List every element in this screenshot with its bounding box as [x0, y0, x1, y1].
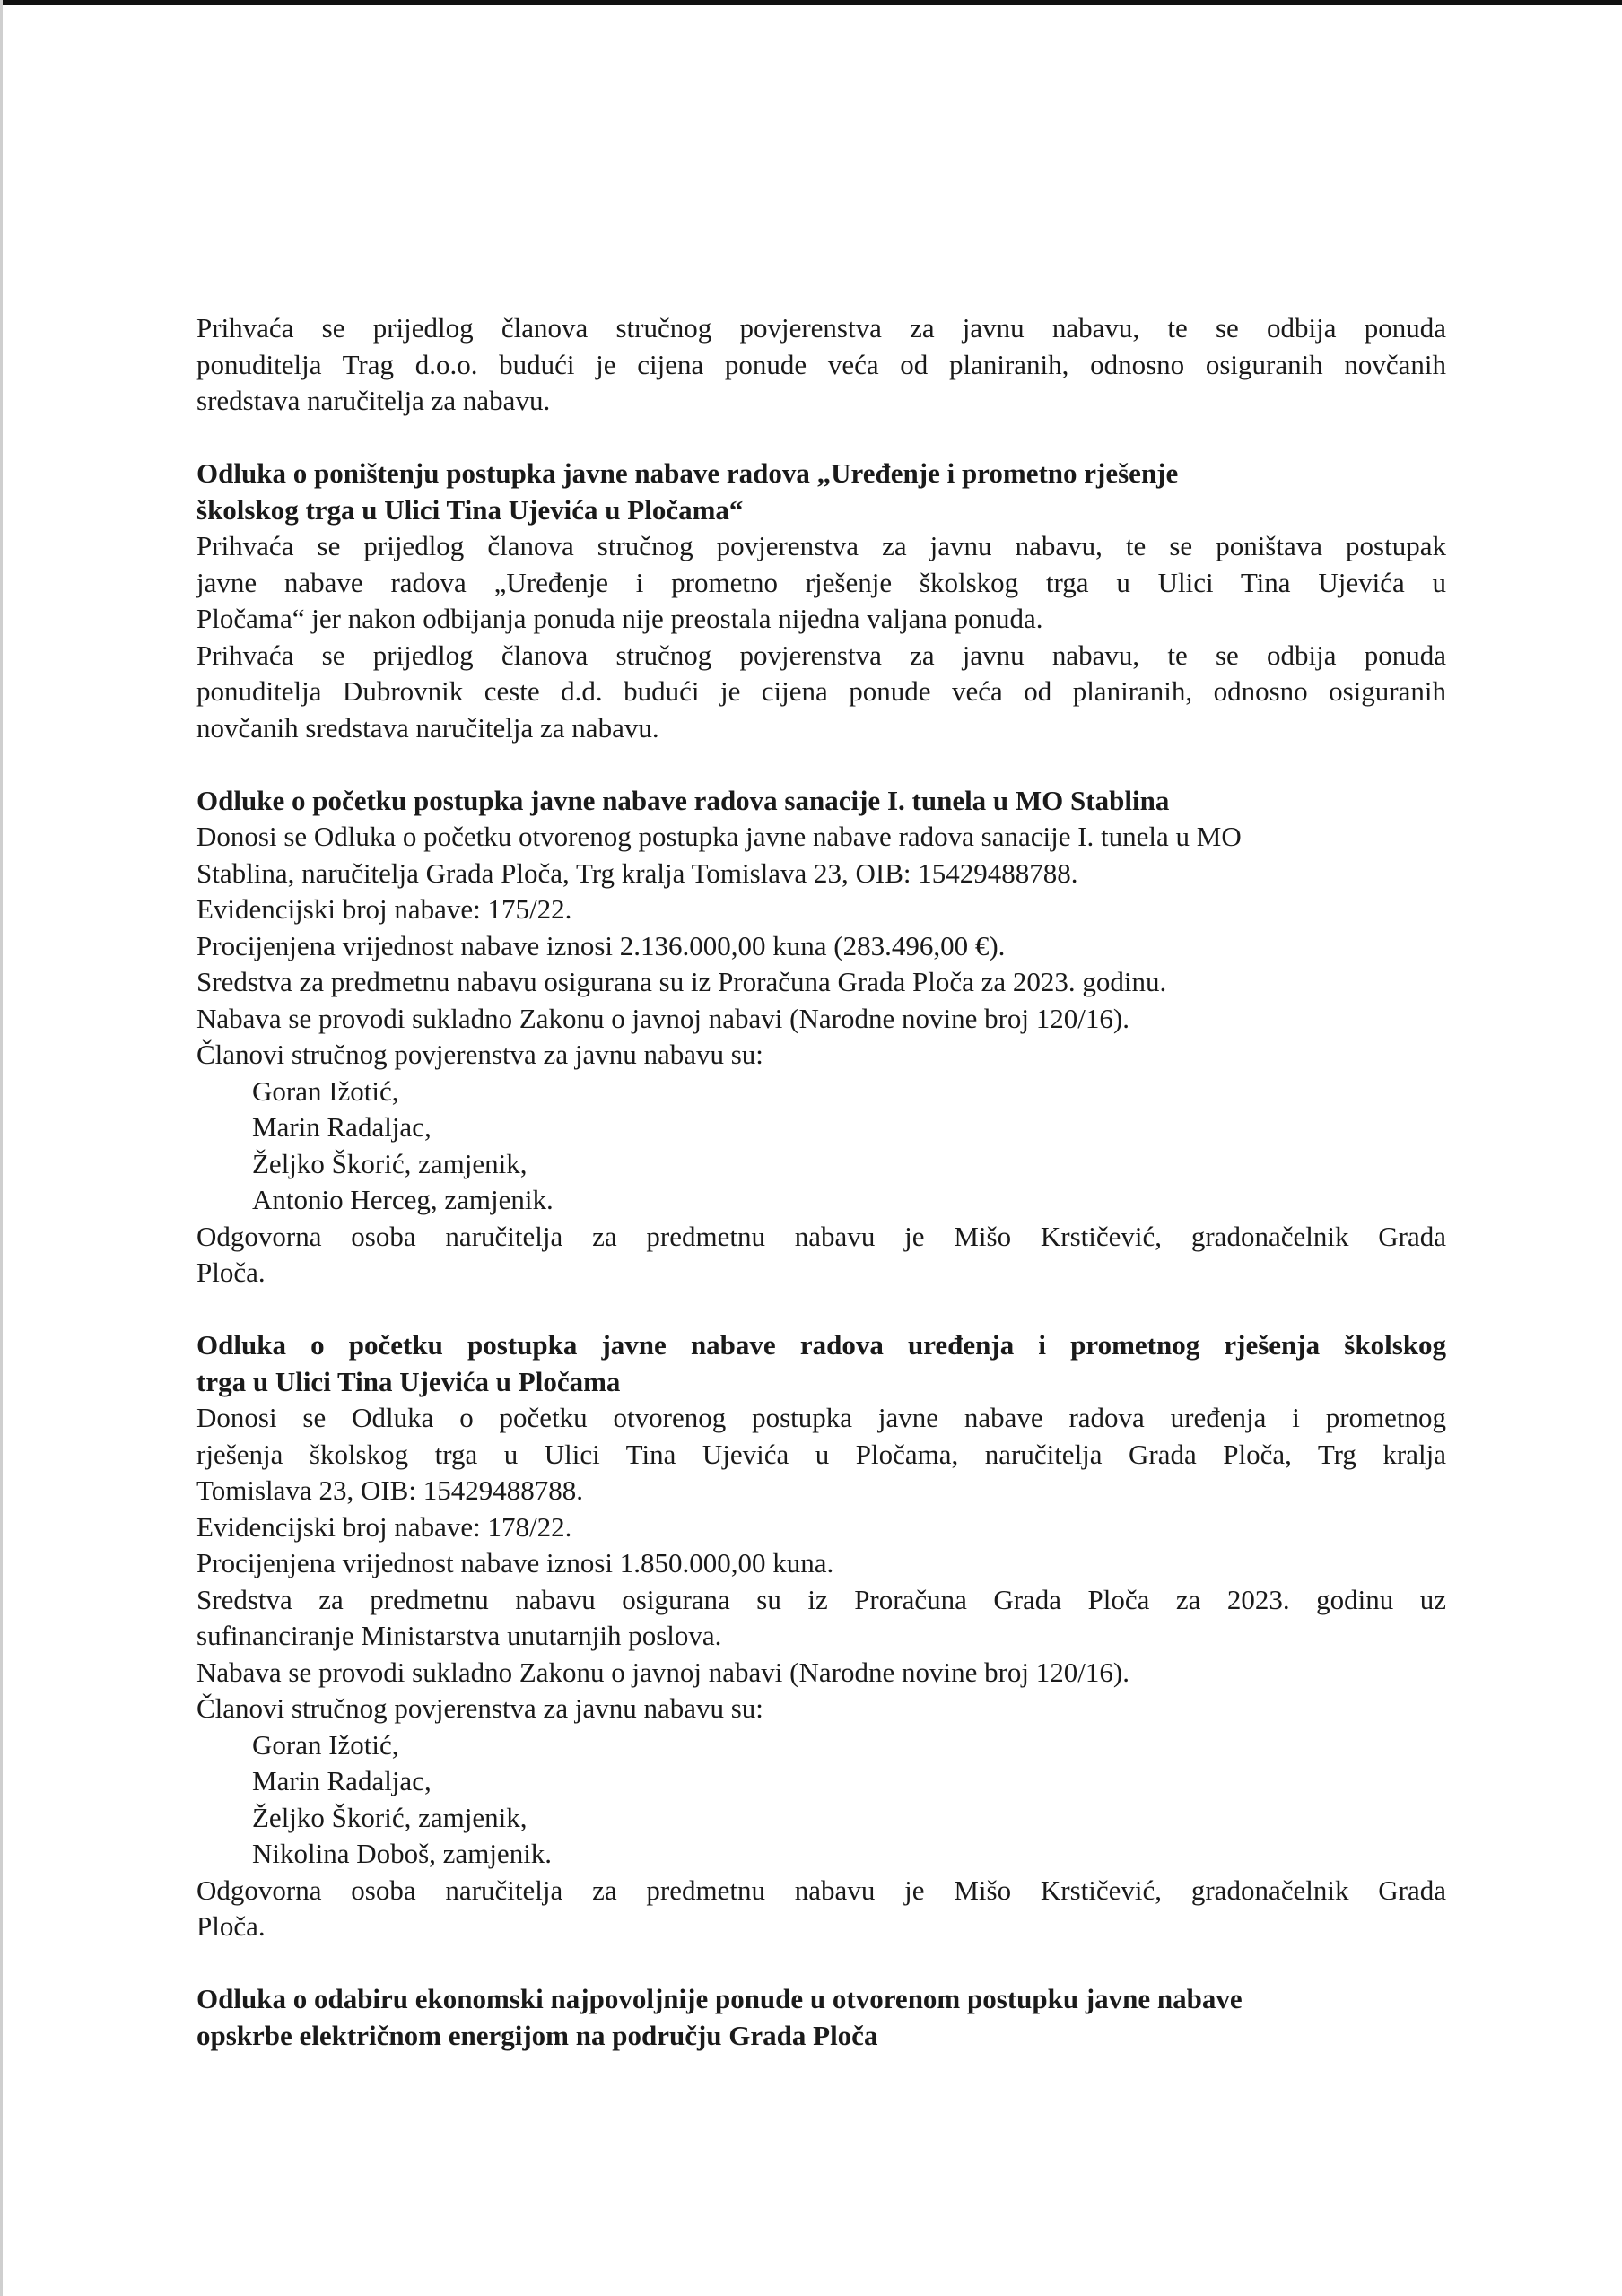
- spacer: [196, 420, 1446, 457]
- paragraph-line: Članovi stručnog povjerenstva za javnu nabavu su:: [196, 1039, 763, 1070]
- paragraph-line: sredstava naručitelja za nabavu.: [196, 385, 551, 416]
- paragraph-line: Ploča.: [196, 1257, 266, 1288]
- document-page: [196, 310, 1446, 2054]
- paragraph-line: Ploča.: [196, 1910, 266, 1942]
- paragraph-line: Prihvaća se prijedlog članova stručnog povjerenstva za javnu nabavu, te se odbija ponuda: [196, 639, 1446, 671]
- section-heading: trga u Ulici Tina Ujevića u Pločama: [196, 1365, 621, 1397]
- paragraph-line: Stablina, naručitelja Grada Ploča, Trg kralja Tomislava 23, OIB: 15429488788.: [196, 857, 1078, 889]
- scan-edge-left: [0, 0, 3, 2296]
- committee-member: Marin Radaljac,: [252, 1765, 432, 1796]
- committee-member: Marin Radaljac,: [252, 1111, 432, 1143]
- paragraph-line: Nabava se provodi sukladno Zakonu o javnoj nabavi (Narodne novine broj 120/16).: [196, 1656, 1129, 1688]
- paragraph-line: Prihvaća se prijedlog članova stručnog povjerenstva za javnu nabavu, te se odbija ponuda: [196, 312, 1446, 344]
- section-heading: Odluka o odabiru ekonomski najpovoljnije ponude u otvorenom postupku javne nabave: [196, 1983, 1243, 2014]
- paragraph-line: sufinanciranje Ministarstva unutarnjih poslova.: [196, 1620, 722, 1651]
- paragraph-line: Odgovorna osoba naručitelja za predmetnu nabavu je Mišo Krstičević, gradonačelnik Grada: [196, 1874, 1446, 1906]
- section-heading: Odluka o poništenju postupka javne nabave radova „Uređenje i prometno rješenje: [196, 457, 1179, 489]
- paragraph-line: Nabava se provodi sukladno Zakonu o javnoj nabavi (Narodne novine broj 120/16).: [196, 1002, 1129, 1034]
- paragraph-line: ponuditelja Dubrovnik ceste d.d. budući je cijena ponude veća od planiranih, odnosno osiguranih: [196, 675, 1446, 707]
- paragraph-line: Procijenjena vrijednost nabave iznosi 2.136.000,00 kuna (283.496,00 €).: [196, 929, 1006, 961]
- paragraph-line: javne nabave radova „Uređenje i prometno rješenje školskog trga u Ulici Tina Ujevića u: [196, 566, 1446, 598]
- section-heading: Odluke o početku postupka javne nabave radova sanacije I. tunela u MO Stablina: [196, 784, 1170, 816]
- paragraph-line: Odgovorna osoba naručitelja za predmetnu nabavu je Mišo Krstičević, gradonačelnik Grada: [196, 1220, 1446, 1252]
- paragraph-line: Sredstva za predmetnu nabavu osigurana su iz Proračuna Grada Ploča za 2023. godinu.: [196, 966, 1167, 997]
- paragraph-line: novčanih sredstava naručitelja za nabavu.: [196, 711, 659, 744]
- spacer: [196, 746, 1446, 783]
- paragraph-line: Sredstva za predmetnu nabavu osigurana su iz Proračuna Grada Ploča za 2023. godinu uz: [196, 1583, 1446, 1615]
- committee-member: Željko Škorić, zamjenik,: [252, 1801, 528, 1833]
- paragraph-line: Procijenjena vrijednost nabave iznosi 1.850.000,00 kuna.: [196, 1547, 834, 1578]
- committee-member: Željko Škorić, zamjenik,: [252, 1147, 528, 1179]
- spacer: [196, 1292, 1446, 1328]
- committee-member: Antonio Herceg, zamjenik.: [252, 1184, 554, 1215]
- paragraph-line: Evidencijski broj nabave: 178/22.: [196, 1510, 572, 1543]
- paragraph-line: Tomislava 23, OIB: 15429488788.: [196, 1474, 583, 1506]
- paragraph-line: Donosi se Odluka o početku otvorenog postupka javne nabave radova sanacije I. tunela u MO: [196, 821, 1242, 852]
- section-heading: opskrbe električnom energijom na području Grada Ploča: [196, 2019, 878, 2051]
- committee-member: Goran Ižotić,: [252, 1728, 399, 1761]
- paragraph-line: Evidencijski broj nabave: 175/22.: [196, 893, 572, 925]
- paragraph-line: Pločama“ jer nakon odbijanja ponuda nije preostala nijedna valjana ponuda.: [196, 603, 1043, 634]
- paragraph-line: Donosi se Odluka o početku otvorenog postupka javne nabave radova uređenja i prometnog: [196, 1402, 1446, 1433]
- spacer: [196, 1945, 1446, 1982]
- paragraph-line: Prihvaća se prijedlog članova stručnog povjerenstva za javnu nabavu, te se poništava postupak: [196, 530, 1446, 561]
- committee-member: Goran Ižotić,: [252, 1074, 399, 1107]
- paragraph-line: ponuditelja Trag d.o.o. budući je cijena ponude veća od planiranih, odnosno osiguranih novčanih: [196, 348, 1446, 380]
- committee-member: Nikolina Doboš, zamjenik.: [252, 1838, 553, 1869]
- section-heading: školskog trga u Ulici Tina Ujevića u Pločama“: [196, 493, 744, 526]
- paragraph-line: Članovi stručnog povjerenstva za javnu nabavu su:: [196, 1692, 763, 1724]
- scan-edge-top: [0, 0, 1622, 5]
- section-heading: Odluka o početku postupka javne nabave radova uređenja i prometnog rješenja školskog: [196, 1329, 1446, 1361]
- paragraph-line: rješenja školskog trga u Ulici Tina Ujevića u Pločama, naručitelja Grada Ploča, Trg kralja: [196, 1438, 1446, 1470]
